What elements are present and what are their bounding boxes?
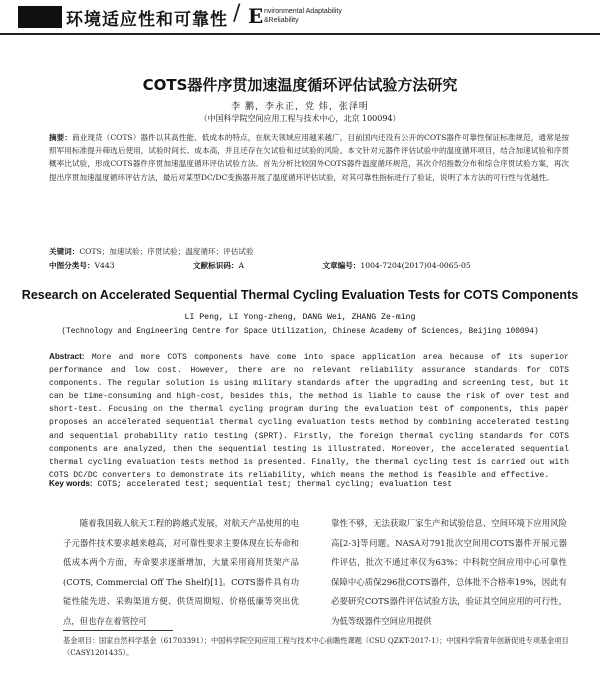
clc-number: 中图分类号：V443 xyxy=(49,261,115,270)
journal-title-en-line1: nvironmental Adaptability xyxy=(264,8,342,15)
affiliation-cn: （中国科学院空间应用工程与技术中心，北京 100094） xyxy=(199,114,401,123)
journal-title-en xyxy=(264,7,342,25)
journal-title-en-line2: &Reliability xyxy=(264,17,299,24)
keywords-cn-label: 关键词： xyxy=(49,247,80,256)
abstract-en-label: Abstract: xyxy=(49,352,85,361)
keywords-cn xyxy=(49,245,569,258)
header-divider xyxy=(0,33,600,35)
paper-title-cn: COTS器件序贯加速温度循环评估试验方法研究 xyxy=(142,76,458,94)
abstract-en-text: More and more COTS components have come into space application area because of its superior performance and low cost. However, there are no relevant reliability assurance standards for COTS components. The regular solution is using military standards after the upgrading and screening test, but it can be time-consuming and high-cost, besides this, the method is liable to cause the risk of over test and short-test. Focusing on the thermal cycling program during the evaluation test of components, this paper proposes an accelerated sequential thermal cycling evaluation tests method by combining accelerated testing and sequential probability ratio testing (SPRT). Firstly, the foreign thermal cycling standards for COTS components are analyzed, then the sequential testing is illustrated. Moreover, the accelerated sequential thermal cycling evaluation tests method is presented. Finally, the thermal cycling test is carried out with COTS DC/DC converters to demonstrate its reliability, which means the method is feasible and effective. xyxy=(49,353,569,480)
journal-logo-block xyxy=(18,6,62,28)
journal-header xyxy=(0,0,600,34)
affiliation-en: (Technology and Engineering Centre for Space Utilization, Chinese Academy of Sciences, Beijing 100094) xyxy=(61,328,539,336)
authors-en: LI Peng, LI Yong-zheng, DANG Wei, ZHANG Ze-ming xyxy=(184,313,416,322)
paper-title-en: Research on Accelerated Sequential Thermal Cycling Evaluation Tests for COTS Components xyxy=(21,288,579,302)
authors-cn: 李 鹏，李永正，党 炜，张泽明 xyxy=(231,102,369,112)
keywords-cn-text: COTS；加速试验；序贯试验；温度循环；评估试验 xyxy=(79,247,254,256)
body-left-column: 随着我国载人航天工程的跨越式发展，对航天产品使用的电子元器件技术要求越来越高，对可靠性要求主要体现在长寿命和低成本两个方面，寿命要求逐渐增加，大量采用商用货架产品(COTS, Commercial Off The Shelf)[1]。COTS器件具有功能性能先进、采购渠道方便、供货周期短、价格低廉等突出优点，但也存在着管控可 xyxy=(63,518,299,626)
body-right-column: 靠性不够，无法获取厂家生产和试验信息、空间环境下应用风险高[2-3]等问题。NASA对791批次空间用COTS器件开展元器件评估，批次不通过率仅为63%；中科院空间应用中心可靠性保障中心质保296批COTS器件，总体批不合格率19%，因此有必要研究COTS器件评估试验方法，验证其空间应用的可行性，为低等级器件空间应用提供 xyxy=(331,518,567,626)
journal-title-cn: 环境适应性和可靠性 xyxy=(66,10,228,30)
journal-letter: E xyxy=(248,4,264,28)
keywords-en-label: Key words: xyxy=(49,479,93,488)
abstract-en xyxy=(49,350,569,482)
header-slash: / xyxy=(233,1,241,26)
funding-footnote: 基金项目：国家自然科学基金（61703391）；中国科学院空间应用工程与技术中心前瞻性课题（CSU QZKT-2017-1）；中国科学院青年创新促进专项基金项目（CASY1201435）。 xyxy=(63,636,569,657)
keywords-en xyxy=(49,479,569,489)
abstract-cn-label: 摘要： xyxy=(49,133,72,142)
abstract-cn xyxy=(49,131,569,184)
abstract-cn-text: 商业现货（COTS）器件以其高性能、低成本的特点，在航天领域应用越来越广，目前国内还没有公开的COTS器件可靠性保证标准规范，通常是按照军用标准提升筛选后使用，试验时间长、成本高，并且还存在欠试验和过试验的风险。本文针对元器件评估试验中的温度循环项目，结合加速试验和序贯概率比试验，形成COTS器件序贯加速温度循环评估试验方法。首先分析比较国外COTS器件温度循环规范，其次介绍指数分布和综合序贯试验方案，再次提出序贯加速温度循环评估方法，最后对某型DC/DC变换器开展了温度循环评估试验，对其可靠性指标进行了验证，说明了本方法的可行性与优越性。 xyxy=(49,133,569,182)
article-id: 文章编号：1004-7204(2017)04-0065-05 xyxy=(322,261,471,270)
footnote-rule xyxy=(63,630,173,631)
classification-row xyxy=(49,259,569,272)
document-code: 文献标识码：A xyxy=(192,261,245,270)
keywords-en-text: COTS; accelerated test; sequential test; thermal cycling; evaluation test xyxy=(97,480,453,489)
